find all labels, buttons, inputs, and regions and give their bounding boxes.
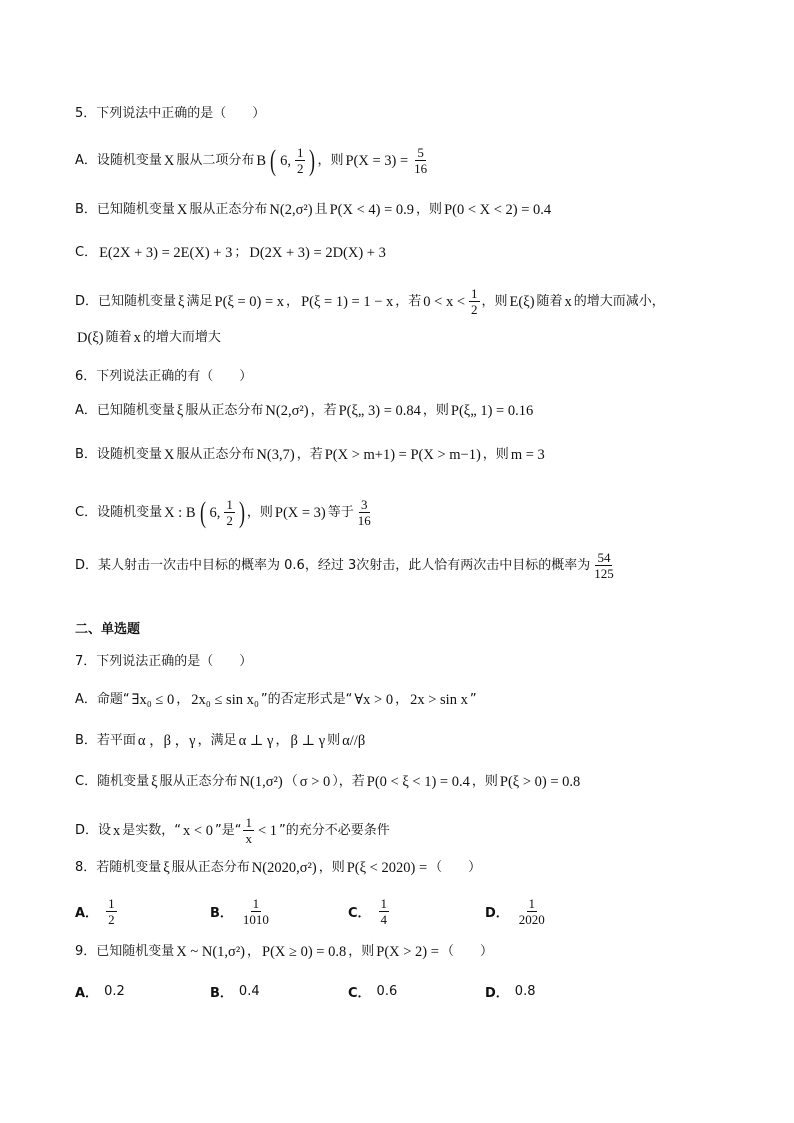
q7-d-math1: x bbox=[113, 822, 121, 839]
q5-b-math3: P(X < 4) = 0.9 bbox=[329, 202, 415, 218]
q5-a-math-b: B bbox=[256, 152, 267, 169]
q7-c-text3: ），若 bbox=[332, 774, 365, 789]
question-5-option-d bbox=[75, 286, 665, 317]
q9-option-a bbox=[75, 982, 125, 1001]
q7-stem-text: 7．下列说法正确的是（ ） bbox=[75, 654, 253, 669]
q6-a-math1: ξ bbox=[176, 403, 184, 419]
q6-b-label: B．设随机变量 bbox=[75, 447, 162, 462]
question-6-option-d bbox=[75, 550, 618, 581]
q8-text3: （ ） bbox=[429, 860, 482, 875]
q8-d-num: 1 bbox=[528, 896, 536, 911]
q7-d-text3: ”的充分不必要条件 bbox=[279, 822, 390, 838]
q7-a-math2: 2x₀ ≤ sin x₀ bbox=[191, 692, 259, 708]
q5-d2-math2: x bbox=[133, 330, 141, 346]
q6-a-math2: N(2,σ²) bbox=[265, 403, 309, 419]
q6-d-fraction bbox=[592, 550, 616, 581]
question-6-option-c bbox=[75, 497, 375, 528]
q5-d-math4: 0 < x < bbox=[423, 293, 466, 310]
q6-c-fraction bbox=[356, 497, 373, 528]
q8-b-fraction bbox=[241, 896, 271, 927]
q8-d-den: 2020 bbox=[518, 912, 545, 927]
q6-b-text3: ，则 bbox=[482, 447, 509, 462]
section-heading bbox=[75, 620, 140, 640]
q8-stem-label: 8．若随机变量 bbox=[75, 860, 162, 875]
q7-d-label: D．设 bbox=[75, 822, 112, 838]
q9-stem-label: 9．已知随机变量 bbox=[75, 944, 175, 959]
q8-text1: 服从正态分布 bbox=[171, 860, 250, 875]
q5-d-text2: ， bbox=[286, 293, 300, 309]
q9-text1: ， bbox=[247, 944, 261, 959]
q7-c-text4: ，则 bbox=[471, 774, 498, 789]
q7-a-text2: ”的否定形式是“ bbox=[260, 692, 353, 707]
q5-a-text2: ，则 bbox=[317, 152, 344, 168]
q5-a-frac-num: 5 bbox=[417, 145, 424, 160]
q8-c-fraction bbox=[379, 896, 390, 927]
q6-a-math4: P(ξ„ 1) = 0.16 bbox=[450, 403, 534, 419]
q6-c-frac-num: 3 bbox=[361, 497, 368, 512]
q7-b-math2: α ⊥ γ bbox=[238, 733, 274, 749]
question-5-option-d-cont bbox=[75, 328, 221, 348]
q7-a-label: A．命题“ bbox=[75, 692, 130, 707]
q5-b-math1: X bbox=[176, 202, 188, 218]
q9-option-d bbox=[485, 982, 535, 1001]
q6-a-text1: 服从正态分布 bbox=[185, 403, 264, 418]
q8-math3: P(ξ < 2020) = bbox=[346, 860, 428, 876]
q5-d2-text1: 随着 bbox=[105, 330, 132, 345]
q8-option-d bbox=[485, 896, 549, 927]
q8-text2: ，则 bbox=[318, 860, 345, 875]
question-5-option-a bbox=[75, 145, 431, 176]
q8-option-b bbox=[210, 896, 273, 927]
q7-c-math5: P(ξ > 0) = 0.8 bbox=[499, 774, 581, 790]
question-7-option-a bbox=[75, 690, 477, 710]
q7-c-math1: ξ bbox=[151, 774, 158, 790]
q5-b-text2: 且 bbox=[314, 202, 328, 217]
q6-c-text1: ，则 bbox=[246, 504, 273, 520]
q6-c-math1: X : B bbox=[164, 504, 196, 521]
q6-c-half-fraction: $\frac{1}{2}$ bbox=[226, 497, 233, 528]
q8-b-den: 1010 bbox=[242, 912, 269, 927]
q7-c-text1: 服从正态分布 bbox=[159, 774, 238, 789]
q6-c-paren-close: ) bbox=[238, 495, 245, 529]
q8-a-num: 1 bbox=[108, 896, 115, 911]
q8-c-label: C． bbox=[348, 906, 371, 921]
question-7-option-d bbox=[75, 815, 390, 846]
q6-d-frac-den: 125 bbox=[594, 566, 614, 581]
section-2-title: 二、单选题 bbox=[75, 622, 141, 637]
q9-math2: P(X ≥ 0) = 0.8 bbox=[262, 944, 347, 960]
q5-d-math6: x bbox=[564, 293, 572, 310]
question-5-option-c bbox=[75, 243, 388, 263]
q7-d-frac-den: x bbox=[245, 831, 252, 846]
q5-a-label: A．设随机变量 bbox=[75, 152, 162, 168]
q6-c-label: C．设随机变量 bbox=[75, 504, 163, 520]
q9-a-value: 0.2 bbox=[104, 984, 125, 999]
q6-b-math1: X bbox=[163, 447, 175, 463]
q8-b-label: B． bbox=[210, 906, 233, 921]
q5-c-math2: D(2X + 3) = 2D(X) + 3 bbox=[249, 245, 386, 261]
q8-a-label: A． bbox=[75, 906, 99, 921]
q5-a-half-fraction: $\frac{1}{2}$ bbox=[296, 145, 304, 176]
q5-a-text1: 服从二项分布 bbox=[176, 152, 255, 168]
q5-d-math5: E(ξ) bbox=[509, 293, 535, 310]
q9-d-value: 0.8 bbox=[514, 984, 536, 999]
q5-d2-text2: 的增大而增大 bbox=[142, 330, 221, 345]
q9-math1: X ~ N(1,σ²) bbox=[176, 944, 246, 960]
question-7-option-b bbox=[75, 731, 367, 751]
q5-a-frac-den: 16 bbox=[414, 161, 428, 176]
q7-b-label: B．若平面 bbox=[75, 733, 136, 748]
q9-text2: ，则 bbox=[348, 944, 375, 959]
q5-d-text5: 随着 bbox=[536, 293, 563, 309]
q7-b-text2: ， bbox=[275, 733, 289, 748]
q6-b-math2: N(3,7) bbox=[256, 447, 295, 463]
q7-d-frac-num: 1 bbox=[245, 815, 252, 830]
q8-c-den: 4 bbox=[380, 912, 388, 927]
q7-a-math4: 2x > sin x bbox=[410, 692, 468, 708]
q5-a-math-x: X bbox=[163, 152, 175, 169]
q8-math1: ξ bbox=[163, 860, 170, 876]
question-9-stem bbox=[75, 942, 493, 962]
q5-a-fraction bbox=[412, 145, 429, 176]
q7-c-math2: N(1,σ²) bbox=[239, 774, 283, 790]
q7-d-fraction bbox=[243, 815, 254, 846]
q6-d-frac-num: 54 bbox=[597, 550, 611, 565]
q9-math3: P(X > 2) = bbox=[376, 944, 439, 960]
q6-a-math3: P(ξ„ 3) = 0.84 bbox=[338, 403, 421, 419]
q9-b-label: B． bbox=[210, 986, 233, 1001]
q8-option-a bbox=[75, 896, 119, 927]
q5-a-paren-open: ( bbox=[270, 143, 277, 177]
q5-b-math4: P(0 < X < 2) = 0.4 bbox=[444, 202, 552, 218]
q9-a-label: A． bbox=[75, 986, 99, 1001]
q6-a-text2: ，若 bbox=[310, 403, 337, 418]
q5-b-text3: ，则 bbox=[416, 202, 443, 217]
q5-b-text1: 服从正态分布 bbox=[189, 202, 268, 217]
q7-d-text2: ”是“ bbox=[214, 822, 242, 838]
q6-a-text3: ，则 bbox=[422, 403, 449, 418]
q7-b-math3: β ⊥ γ bbox=[290, 733, 326, 749]
q9-c-label: C． bbox=[348, 986, 371, 1001]
q6-b-math4: m = 3 bbox=[510, 447, 545, 463]
q5-d-math1: ξ bbox=[178, 293, 185, 310]
question-6-option-a bbox=[75, 401, 535, 421]
q5-d-label: D．已知随机变量 bbox=[75, 293, 177, 309]
q5-d-text4: ，则 bbox=[481, 293, 508, 309]
q9-c-value: 0.6 bbox=[376, 984, 398, 999]
q8-math2: N(2020,σ²) bbox=[251, 860, 317, 876]
q7-c-label: C．随机变量 bbox=[75, 774, 150, 789]
q7-b-text3: 则 bbox=[327, 733, 341, 748]
question-7-stem bbox=[75, 652, 252, 672]
q5-d-text6: 的增大而减小， bbox=[573, 293, 665, 309]
q6-b-text1: 服从正态分布 bbox=[176, 447, 255, 462]
q6-a-label: A．已知随机变量 bbox=[75, 403, 175, 418]
question-8-stem bbox=[75, 858, 481, 878]
q5-d-math3: P(ξ = 1) = 1 − x bbox=[301, 293, 394, 310]
question-7-option-c bbox=[75, 772, 582, 792]
q8-b-num: 1 bbox=[252, 896, 260, 911]
q5-d-math2: P(ξ = 0) = x bbox=[214, 293, 285, 310]
q6-c-paren-open: ( bbox=[199, 495, 206, 529]
q6-c-frac-den: 16 bbox=[357, 513, 371, 528]
q8-option-c bbox=[348, 896, 391, 927]
q9-option-b bbox=[210, 982, 260, 1001]
q5-stem-text: 5．下列说法中正确的是（ ） bbox=[75, 106, 266, 121]
question-6-option-b bbox=[75, 445, 547, 465]
q9-option-c bbox=[348, 982, 397, 1001]
q6-d-text: D．某人射击一次击中目标的概率为 0.6，经过 3次射击，此人恰有两次击中目标的概率为 bbox=[75, 557, 591, 573]
q6-c-text2: 等于 bbox=[327, 504, 354, 520]
q5-b-label: B．已知随机变量 bbox=[75, 202, 175, 217]
q7-a-math3: ∀x > 0 bbox=[354, 692, 394, 708]
q9-b-value: 0.4 bbox=[238, 984, 260, 999]
q5-b-math2: N(2,σ²) bbox=[269, 202, 313, 218]
q8-a-fraction bbox=[106, 896, 117, 927]
q7-c-text2: （ bbox=[284, 774, 298, 789]
q5-a-math-p: P(X = 3) = bbox=[345, 152, 409, 169]
q7-a-text3: ， bbox=[395, 692, 409, 707]
q5-d-half-fraction: $\frac{1}{2}$ bbox=[471, 286, 478, 317]
q8-d-label: D． bbox=[485, 906, 509, 921]
q9-text3: （ ） bbox=[440, 944, 493, 959]
q5-a-math-args: 6, bbox=[280, 152, 291, 169]
q6-b-math3: P(X > m+1) = P(X > m−1) bbox=[324, 447, 481, 463]
q7-a-math1: ∃x₀ ≤ 0 bbox=[131, 692, 175, 708]
q7-a-text4: ” bbox=[469, 692, 477, 707]
q7-b-math: α ，β ，γ bbox=[137, 733, 196, 749]
q9-d-label: D． bbox=[485, 986, 509, 1001]
q8-c-num: 1 bbox=[380, 896, 388, 911]
q7-b-text1: ，满足 bbox=[197, 733, 237, 748]
q7-d-math3: < 1 bbox=[257, 822, 277, 839]
q5-c-text1: ； bbox=[234, 245, 248, 260]
q5-d-text3: ，若 bbox=[395, 293, 422, 309]
q6-c-math-args: 6, bbox=[209, 504, 221, 521]
q8-d-fraction bbox=[517, 896, 547, 927]
q6-b-text2: ，若 bbox=[296, 447, 323, 462]
q5-c-label: C． bbox=[75, 245, 98, 260]
q7-d-math2: x < 0 bbox=[183, 822, 213, 839]
q7-a-text1: ， bbox=[176, 692, 190, 707]
q5-c-math1: E(2X + 3) = 2E(X) + 3 bbox=[99, 245, 233, 261]
q5-a-paren-close: ) bbox=[309, 143, 316, 177]
q5-d2-math1: D(ξ) bbox=[77, 330, 104, 346]
q8-a-den: 2 bbox=[108, 912, 115, 927]
q5-d-text1: 满足 bbox=[186, 293, 213, 309]
q6-stem-text: 6．下列说法正确的有（ ） bbox=[75, 369, 253, 384]
question-6-stem bbox=[75, 367, 252, 387]
q7-b-math4: α//β bbox=[342, 733, 366, 749]
question-5-stem bbox=[75, 104, 265, 124]
q7-d-text1: 是实数，“ bbox=[122, 822, 182, 838]
question-5-option-b bbox=[75, 200, 553, 220]
q7-c-math3: σ > 0 bbox=[299, 774, 331, 790]
q6-c-math2: P(X = 3) bbox=[274, 504, 326, 521]
q7-c-math4: P(0 < ξ < 1) = 0.4 bbox=[366, 774, 470, 790]
